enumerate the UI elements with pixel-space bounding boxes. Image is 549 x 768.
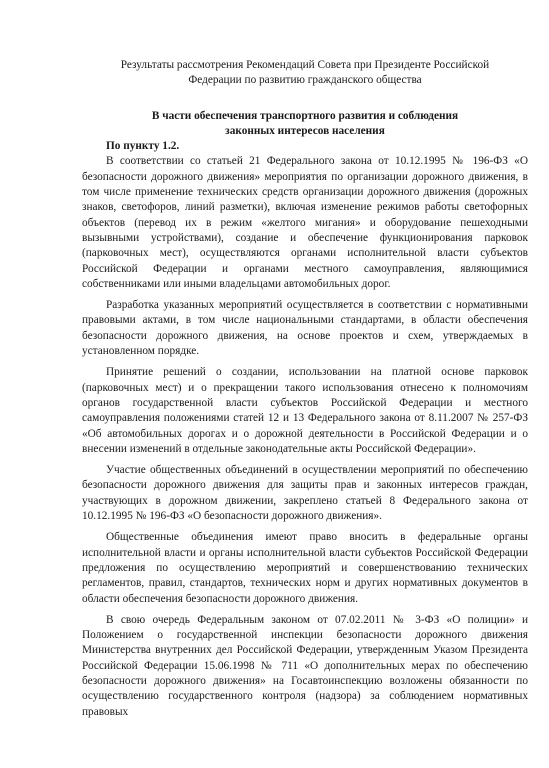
heading-line: Федерации по развитию гражданского общества — [188, 74, 422, 87]
paragraph: Разработка указанных мероприятий осуществляется в соответствии с нормативными правовыми актами, в том числе национальными стандартами, в области обеспечения безопасности дорожного движения, на основе проектов и схем, утверждаемых в установленном порядке. — [82, 299, 528, 358]
point-label: По пункту 1.2. — [106, 140, 180, 153]
paragraph: Общественные объединения имеют право вносить в федеральные органы исполнительной власти и органы исполнительной власти субъектов Российской Федерации предложения по осуществлению мероприятий и совершенствованию технических регламентов, правил, стандартов, технических норм и других нормативных документов в области обеспечения безопасности дорожного движения. — [82, 531, 528, 605]
paragraph: В свою очередь Федеральным законом от 07.02.2011 № 3-ФЗ «О полиции» и Положением о государственной инспекции безопасности дорожного движения Министерства внутренних дел Российской Федерации, утвержденным Указом Президента Российской Федерации 15.06.1998 № 711 «О дополнительных мерах по обеспечению безопасности дорожного движения» на Госавтоинспекцию возложены обязанности по осуществлению государственного контроля (надзора) за соблюдением нормативных правовых — [82, 613, 528, 718]
paragraph: Участие общественных объединений в осуществлении мероприятий по обеспечению безопасности дорожного движения для защиты прав и законных интересов граждан, участвующих в дорожном движении, закреплено статьей 8 Федерального закона от 10.12.1995 № 196-ФЗ «О безопасности дорожного движения». — [82, 464, 528, 523]
document-body — [82, 58, 528, 726]
paragraph: Принятие решений о создании, использовании на платной основе парковок (парковочных мест) и о прекращении такого использования отнесено к полномочиям органов государственной власти субъектов Российской Федерации и местного самоуправления положениями статей 12 и 13 Федерального закона от 8.11.2007 № 257-ФЗ «Об автомобильных дорогах и о дорожной деятельности в Российской Федерации и о внесении изменений в отдельные законодательные акты Российской Федерации». — [82, 366, 528, 455]
paragraph: В соответствии со статьей 21 Федерального закона от 10.12.1995 № 196-ФЗ «О безопасности дорожного движения» мероприятия по организации дорожного движения, в том числе применение технических средств организации дорожного движения (дорожных знаков, светофоров, линий разметки), включая изменение режимов работы светофорных объектов (перевод их в режим «желтого мигания» и оборудование пешеходными вызывными устройствами), создание и обеспечение функционирования парковок (парковочных мест), осуществляются органами исполнительной власти субъектов Российской Федерации и органами местного самоуправления, являющимися собственниками или иными владельцами автомобильных дорог. — [82, 155, 528, 290]
section-title-line: В части обеспечения транспортного развития и соблюдения — [151, 109, 459, 122]
section-title — [82, 109, 528, 140]
document-heading — [82, 58, 528, 89]
heading-line: Результаты рассмотрения Рекомендаций Совета при Президенте Российской — [120, 59, 490, 71]
section-title-line: законных интересов населения — [225, 124, 385, 137]
